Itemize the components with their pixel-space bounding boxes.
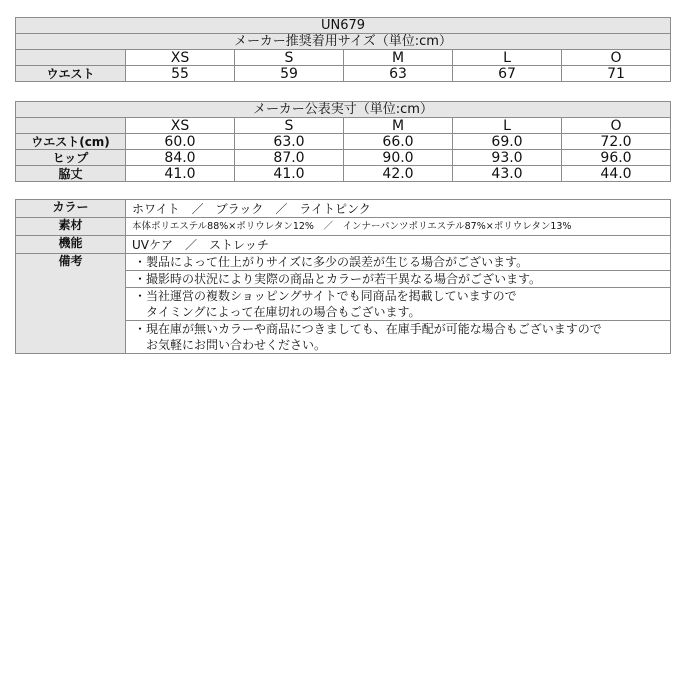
info-row-notes bbox=[16, 254, 671, 271]
measurement-value: 90.0 bbox=[344, 150, 453, 166]
color-value: ホワイト ／ ブラック ／ ライトピンク bbox=[126, 200, 671, 218]
product-info-table bbox=[15, 199, 671, 354]
measurement-value: 84.0 bbox=[126, 150, 235, 166]
table-row bbox=[16, 150, 671, 166]
size-value: 71 bbox=[562, 66, 671, 82]
size-header: M bbox=[344, 118, 453, 134]
measurement-value: 96.0 bbox=[562, 150, 671, 166]
size-header: M bbox=[344, 50, 453, 66]
measurement-value: 43.0 bbox=[453, 166, 562, 182]
note-line: ・現在庫が無いカラーや商品につきましても、在庫手配が可能な場合もございますので bbox=[134, 322, 602, 336]
measurement-value: 72.0 bbox=[562, 134, 671, 150]
measurement-value: 93.0 bbox=[453, 150, 562, 166]
note-line: ・製品によって仕上がりサイズに多少の誤差が生じる場合がございます。 bbox=[134, 255, 529, 269]
function-label: 機能 bbox=[16, 236, 126, 254]
row-label: ウエスト(cm) bbox=[16, 134, 126, 150]
size-header: S bbox=[235, 50, 344, 66]
function-value: UVケア ／ ストレッチ bbox=[126, 236, 671, 254]
note-item bbox=[126, 271, 671, 288]
size-value: 59 bbox=[235, 66, 344, 82]
size-header: XS bbox=[126, 50, 235, 66]
note-item bbox=[126, 321, 671, 354]
size-header: S bbox=[235, 118, 344, 134]
row-label: ウエスト bbox=[16, 66, 126, 82]
size-header-row bbox=[16, 118, 671, 134]
note-item bbox=[126, 254, 671, 271]
note-line: お気軽にお問い合わせください。 bbox=[134, 338, 327, 352]
size-value: 55 bbox=[126, 66, 235, 82]
note-line: ・撮影時の状況により実際の商品とカラーが若干異なる場合がございます。 bbox=[134, 272, 542, 286]
notes-label: 備考 bbox=[16, 254, 126, 354]
measurement-value: 44.0 bbox=[562, 166, 671, 182]
info-row-material bbox=[16, 218, 671, 236]
info-row-function bbox=[16, 236, 671, 254]
table-row bbox=[16, 66, 671, 82]
measurement-value: 63.0 bbox=[235, 134, 344, 150]
size-header: L bbox=[453, 118, 562, 134]
measurement-value: 42.0 bbox=[344, 166, 453, 182]
recommended-size-title: メーカー推奨着用サイズ（単位:cm） bbox=[16, 34, 671, 50]
recommended-size-table bbox=[15, 17, 671, 82]
official-measurement-table bbox=[15, 101, 671, 182]
size-header-row bbox=[16, 50, 671, 66]
size-header: O bbox=[562, 118, 671, 134]
size-value: 63 bbox=[344, 66, 453, 82]
table-row bbox=[16, 134, 671, 150]
measurement-value: 66.0 bbox=[344, 134, 453, 150]
table-row bbox=[16, 166, 671, 182]
row-label: 脇丈 bbox=[16, 166, 126, 182]
size-value: 67 bbox=[453, 66, 562, 82]
size-header: L bbox=[453, 50, 562, 66]
measurement-value: 69.0 bbox=[453, 134, 562, 150]
color-label: カラー bbox=[16, 200, 126, 218]
measurement-value: 41.0 bbox=[235, 166, 344, 182]
note-line: タイミングによって在庫切れの場合もございます。 bbox=[134, 305, 421, 319]
row-label: ヒップ bbox=[16, 150, 126, 166]
measurement-value: 87.0 bbox=[235, 150, 344, 166]
corner-cell bbox=[16, 118, 126, 134]
note-item bbox=[126, 288, 671, 321]
corner-cell bbox=[16, 50, 126, 66]
measurement-value: 41.0 bbox=[126, 166, 235, 182]
info-row-color bbox=[16, 200, 671, 218]
material-value: 本体ポリエステル88%×ポリウレタン12% ／ インナーパンツポリエステル87%×ポリウレタン13% bbox=[126, 218, 671, 236]
size-header: XS bbox=[126, 118, 235, 134]
measurement-value: 60.0 bbox=[126, 134, 235, 150]
size-header: O bbox=[562, 50, 671, 66]
note-line: ・当社運営の複数ショッピングサイトでも同商品を掲載していますので bbox=[134, 289, 517, 303]
material-label: 素材 bbox=[16, 218, 126, 236]
model-number: UN679 bbox=[16, 18, 671, 34]
official-measurement-title: メーカー公表実寸（単位:cm） bbox=[16, 102, 671, 118]
